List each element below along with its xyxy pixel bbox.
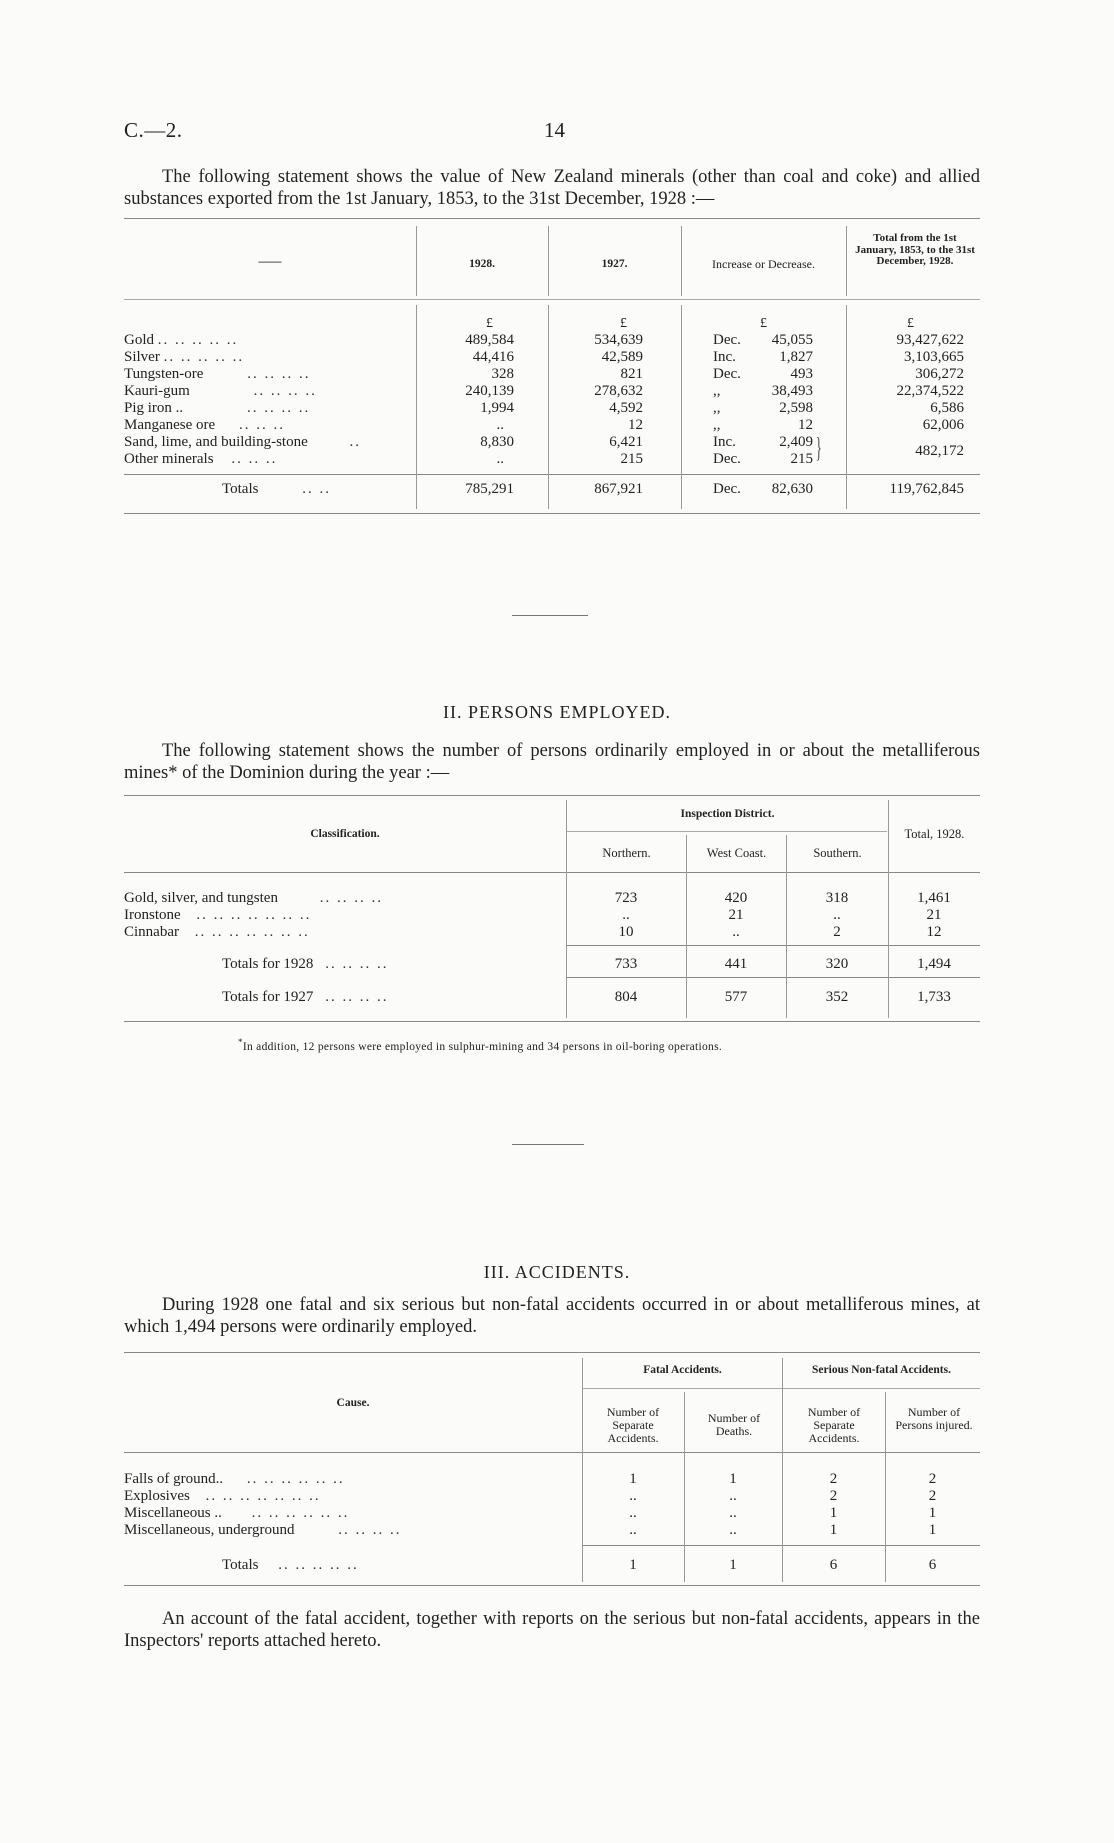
cell-west-coast: 21: [728, 907, 744, 923]
cell-dir: ,,: [713, 400, 721, 416]
row-label: Explosives: [124, 1488, 190, 1504]
table-row: [124, 332, 980, 349]
cell-deaths: ..: [729, 1488, 737, 1504]
total-deaths: 1: [729, 1556, 737, 1573]
leader-dots: .. .. .. .. .. .. ..: [196, 907, 312, 923]
cell-change: 493: [790, 366, 813, 382]
accidents-totals-row: [124, 1556, 980, 1574]
cell-west-coast: 420: [724, 890, 748, 906]
row-label: Silver: [124, 349, 160, 365]
unit-1927: £: [620, 316, 627, 331]
footnote: [238, 1037, 722, 1053]
row-label: Gold: [124, 332, 154, 348]
totals-label: Totals: [222, 480, 259, 497]
leader-dots: .. .. .. .. ..: [163, 349, 245, 365]
accidents-section-title: III. ACCIDENTS.: [483, 1262, 631, 1282]
col-classification-header: Classification.: [310, 828, 380, 840]
row-label: Gold, silver, and tungsten: [124, 890, 278, 906]
cell-change: 45,055: [771, 332, 813, 348]
minerals-totals-row: [124, 480, 980, 498]
cell-deaths: ..: [729, 1522, 737, 1538]
cell-total: 21: [926, 907, 942, 923]
cell-fatal-accidents: ..: [629, 1522, 637, 1538]
leader-dots: .. .. ..: [238, 417, 285, 433]
grand-total: 119,762,845: [889, 480, 964, 497]
table-row: [124, 400, 980, 417]
cell-total: 1,494: [917, 955, 951, 972]
row-label: Tungsten-ore: [124, 366, 204, 382]
col-serious-header: Serious Non-fatal Accidents.: [812, 1364, 951, 1376]
cell-persons-injured: 1: [928, 1522, 937, 1538]
leader-dots: .. .. .. ..: [325, 955, 389, 972]
cell-total: 1,733: [917, 988, 951, 1005]
cell-dir: ,,: [713, 383, 721, 399]
cell-1928: ..: [496, 451, 504, 467]
table-row: [124, 383, 980, 400]
persons-section-title: II. PERSONS EMPLOYED.: [442, 702, 672, 722]
col-district-header: Inspection District.: [680, 808, 775, 820]
leader-dots: .. .. .. .. .. .. ..: [194, 924, 310, 940]
cell-northern: 723: [614, 890, 638, 906]
leader-dots: .. .. .. .. .. ..: [246, 1471, 345, 1487]
cell-persons-injured: 2: [928, 1471, 937, 1487]
cell-change: 12: [798, 417, 813, 433]
cell-1927: 821: [620, 366, 643, 382]
accidents-intro: During 1928 one fatal and six serious but non-fatal accidents occurred in or about metalliferous mines, at which 1,494 persons were ordinarily employed.: [124, 1295, 980, 1337]
persons-totals-1928: [124, 955, 980, 973]
cell-dir: Inc.: [713, 434, 736, 450]
cell-change: 2,598: [779, 400, 813, 416]
footnote-marker: *: [238, 1037, 243, 1047]
cell-west-coast: 577: [724, 988, 748, 1005]
total-change: 82,630: [771, 480, 813, 497]
section-divider: [512, 615, 588, 616]
persons-intro: The following statement shows the number of persons ordinarily employed in or about the metalliferous mines* of the Dominion during the year :—: [124, 741, 980, 783]
unit-total: £: [907, 316, 914, 331]
table-row: [124, 1505, 980, 1522]
cell-1927: 534,639: [594, 332, 643, 348]
cell-deaths: 1: [729, 1471, 737, 1487]
row-label: Kauri-gum: [124, 383, 190, 399]
cell-northern: 10: [618, 924, 634, 940]
cell-southern: 2: [833, 924, 841, 940]
table-row: [124, 417, 980, 434]
col-1928-header: 1928.: [469, 258, 495, 270]
leader-dots: .. .. .. .. ..: [278, 1556, 359, 1573]
minerals-intro: The following statement shows the value of New Zealand minerals (other than coal and coke) and allied substances exported from the 1st January, 1853, to the 31st December, 1928 :—: [124, 167, 980, 209]
table-row: [124, 1488, 980, 1505]
cell-deaths: ..: [729, 1505, 737, 1521]
cell-fatal-accidents: 1: [629, 1471, 637, 1487]
col-blank-header: ——: [258, 256, 282, 268]
col-serious-separate-header: Number of Separate Accidents.: [807, 1405, 861, 1445]
cell-dir: Inc.: [713, 349, 736, 365]
row-label: Falls of ground..: [124, 1471, 224, 1487]
cell-total: 3,103,665: [904, 349, 964, 365]
cell-dir: ,,: [713, 417, 721, 433]
cell-1928: 489,584: [465, 332, 514, 348]
minerals-rows: [124, 332, 980, 468]
cell-dir: Dec.: [713, 451, 741, 467]
totals-label: Totals for 1928: [222, 955, 314, 972]
cell-west-coast: ..: [732, 924, 740, 940]
persons-rows: [124, 890, 980, 941]
cell-northern: 733: [614, 955, 638, 972]
cell-serious-accidents: 1: [829, 1522, 838, 1538]
totals-label: Totals: [222, 1556, 259, 1573]
col-west-coast-header: West Coast.: [706, 846, 767, 860]
cell-1928: ..: [496, 417, 504, 433]
row-label: Miscellaneous, underground: [124, 1522, 295, 1538]
table-row: [124, 890, 980, 907]
cell-1927: 42,589: [601, 349, 643, 365]
cell-1927: 4,592: [609, 400, 643, 416]
cell-fatal-accidents: ..: [629, 1505, 637, 1521]
cell-total: 6,586: [930, 400, 964, 416]
cell-serious-accidents: 2: [829, 1488, 838, 1504]
col-deaths-header: Number of Deaths.: [707, 1411, 761, 1438]
section-divider: [512, 1144, 584, 1145]
table-row: [124, 988, 980, 1006]
cell-total: 306,272: [915, 366, 964, 382]
cell-change: 2,409: [779, 434, 813, 450]
cell-total: 1,461: [917, 890, 951, 906]
cell-change: 38,493: [771, 383, 813, 399]
cell-persons-injured: 2: [928, 1488, 937, 1504]
cell-serious-accidents: 2: [829, 1471, 838, 1487]
leader-dots: .. .. .. ..: [247, 366, 311, 382]
col-total-header: Total from the 1st January, 1853, to the 31st December, 1928.: [855, 232, 975, 267]
col-1927-header: 1927.: [601, 258, 628, 270]
total-persons-injured: 6: [928, 1556, 937, 1573]
footnote-text: In addition, 12 persons were employed in sulphur-mining and 34 persons in oil-boring operations.: [242, 1040, 723, 1053]
table-row: [124, 1522, 980, 1539]
leader-dots: ..: [349, 434, 361, 450]
cell-total: 12: [926, 924, 942, 940]
table-row: [124, 1471, 980, 1488]
col-fatal-separate-header: Number of Separate Accidents.: [606, 1405, 660, 1445]
cell-west-coast: 441: [724, 955, 748, 972]
row-label: Manganese ore: [124, 417, 216, 433]
col-change-header: Increase or Decrease.: [712, 257, 815, 271]
row-label: Cinnabar: [124, 924, 179, 940]
table-row: [124, 349, 980, 366]
cell-total: 62,006: [922, 417, 964, 433]
leader-dots: .. .. .. .. .. .. ..: [205, 1488, 321, 1504]
accidents-rows: [124, 1471, 980, 1539]
col-southern-header: Southern.: [813, 846, 862, 860]
cell-1927: 278,632: [594, 383, 643, 399]
leader-dots: .. .. .. ..: [253, 383, 317, 399]
table-row: [124, 907, 980, 924]
total-serious-accidents: 6: [829, 1556, 838, 1573]
table-row: [124, 955, 980, 973]
total-dir: Dec.: [713, 480, 741, 497]
brace-icon: }: [815, 433, 822, 464]
total-1928: 785,291: [465, 480, 514, 497]
cell-serious-accidents: 1: [829, 1505, 838, 1521]
leader-dots: .. .. .. .. ..: [157, 332, 239, 348]
cell-change: 1,827: [779, 349, 813, 365]
row-label: Other minerals: [124, 451, 214, 467]
cell-1927: 12: [628, 417, 643, 433]
cell-1928: 1,994: [480, 400, 514, 416]
cell-southern: 320: [825, 955, 849, 972]
cell-1928: 8,830: [480, 434, 514, 450]
leader-dots: .. .. .. ..: [246, 400, 311, 416]
cell-northern: ..: [622, 907, 630, 923]
col-northern-header: Northern.: [602, 846, 651, 860]
cell-1928: 240,139: [465, 383, 514, 399]
cell-persons-injured: 1: [928, 1505, 937, 1521]
leader-dots: .. .. .. .. .. ..: [251, 1505, 350, 1521]
total-1927: 867,921: [594, 480, 643, 497]
unit-1928: £: [486, 316, 493, 331]
row-label: Ironstone: [124, 907, 181, 923]
table-row: [124, 366, 980, 383]
cell-1928: 328: [491, 366, 514, 382]
cell-southern: 318: [825, 890, 849, 906]
leader-dots: .. .. ..: [231, 451, 278, 467]
col-injured-header: Number of Persons injured.: [895, 1405, 973, 1432]
cell-combined-total: 482,172: [915, 442, 964, 459]
row-label: Miscellaneous ..: [124, 1505, 222, 1521]
cell-change: 215: [790, 451, 813, 467]
cell-dir: Dec.: [713, 366, 741, 382]
cell-fatal-accidents: ..: [629, 1488, 637, 1504]
cell-1927: 6,421: [609, 434, 643, 450]
leader-dots: .. .. .. ..: [325, 988, 389, 1005]
unit-change: £: [760, 316, 767, 331]
leader-dots: .. ..: [302, 480, 331, 497]
col-fatal-header: Fatal Accidents.: [643, 1364, 722, 1376]
cell-southern: 352: [825, 988, 849, 1005]
document-reference: C.—2.: [124, 118, 183, 142]
cell-1927: 215: [620, 451, 643, 467]
row-label: Pig iron ..: [124, 400, 184, 416]
persons-totals-1927: [124, 988, 980, 1006]
col-total-1928-header: Total, 1928.: [904, 827, 965, 841]
total-fatal-accidents: 1: [629, 1556, 637, 1573]
leader-dots: .. .. .. ..: [338, 1522, 402, 1538]
leader-dots: .. .. .. ..: [319, 890, 383, 906]
cell-dir: Dec.: [713, 332, 741, 348]
table-row: [124, 924, 980, 941]
cell-southern: ..: [833, 907, 841, 923]
cell-total: 93,427,622: [896, 332, 964, 348]
cell-northern: 804: [614, 988, 638, 1005]
row-label: Sand, lime, and building-stone: [124, 434, 308, 450]
cell-total: 22,374,522: [896, 383, 964, 399]
closing-paragraph: An account of the fatal accident, together with reports on the serious but non-fatal accidents, appears in the Inspectors' reports attached hereto.: [124, 1609, 980, 1651]
table-row: [124, 434, 980, 451]
page-number: 14: [544, 118, 565, 142]
cell-1928: 44,416: [472, 349, 514, 365]
totals-label: Totals for 1927: [222, 988, 314, 1005]
table-row: [124, 1556, 980, 1574]
col-cause-header: Cause.: [336, 1397, 370, 1409]
